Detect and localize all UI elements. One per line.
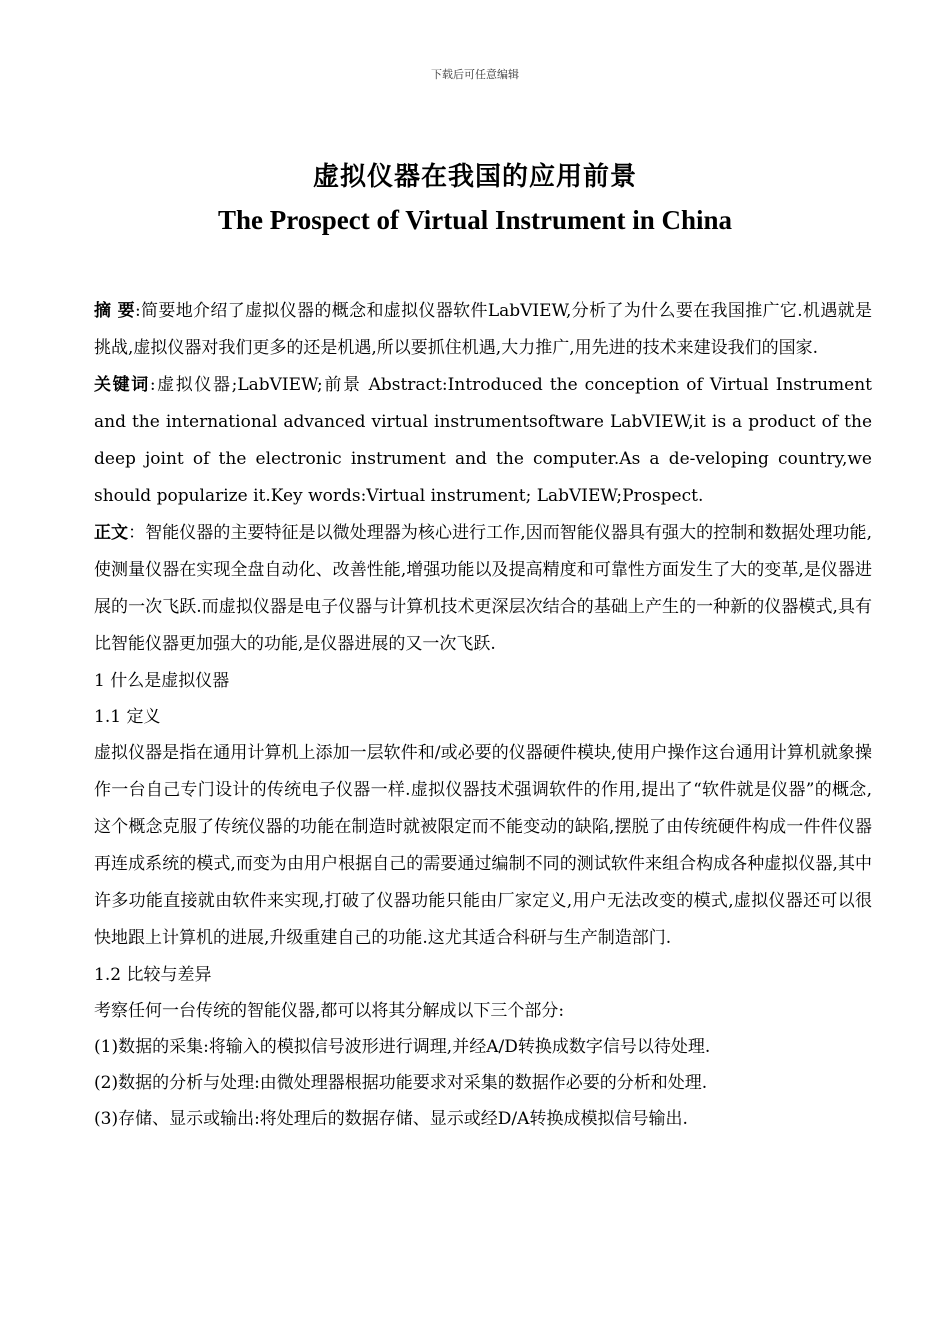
document-body — [94, 293, 872, 1137]
section-1-1-heading: 1.1 定义 — [94, 707, 161, 727]
list-item: (1)数据的采集:将输入的模拟信号波形进行调理,并经A/D转换成数字信号以待处理. — [94, 1037, 711, 1057]
abstract-text: :简要地介绍了虚拟仪器的概念和虚拟仪器软件LabVIEW,分析了为什么要在我国推广它.机遇就是挑战,虚拟仪器对我们更多的还是机遇,所以要抓住机遇,大力推广,用先进的技术来建设我们的国家. — [94, 301, 873, 358]
title-english: The Prospect of Virtual Instrument in China — [217, 205, 733, 235]
section-1-heading: 1 什么是虚拟仪器 — [94, 671, 230, 691]
section-1-2-heading: 1.2 比较与差异 — [94, 965, 212, 985]
title-chinese: 虚拟仪器在我国的应用前景 — [312, 162, 637, 192]
list-item: (3)存储、显示或输出:将处理后的数据存储、显示或经D/A转换成模拟信号输出. — [94, 1109, 688, 1129]
main-text-paragraph — [94, 515, 872, 663]
section-1-2-intro: 考察任何一台传统的智能仪器,都可以将其分解成以下三个部分: — [94, 1001, 565, 1021]
keywords-text: :虚拟仪器;LabVIEW;前景 Abstract:Introduced the conception of Virtual Instrument and the international advanced virtual instrumentsoftware LabVIEW,it is a product of the deep joint of the electronic instrument and the computer.As a de-veloping country,we should popularize it.Key words:Virtual instrument; LabVIEW;Prospect. — [94, 375, 873, 506]
keywords-paragraph — [94, 367, 872, 515]
main-text-label: 正文 — [94, 523, 129, 543]
section-1-1-text: 虚拟仪器是指在通用计算机上添加一层软件和/或必要的仪器硬件模块,使用户操作这台通用计算机就象操作一台自己专门设计的传统电子仪器一样.虚拟仪器技术强调软件的作用,提出了“软件就是仪器”的概念,这个概念克服了传统仪器的功能在制造时就被限定而不能变动的缺陷,摆脱了由传统硬件构成一件件仪器再连成系统的模式,而变为由用户根据自己的需要通过编制不同的测试软件来组合构成各种虚拟仪器,其中许多功能直接就由软件来实现,打破了仪器功能只能由厂家定义,用户无法改变的模式,虚拟仪器还可以很快地跟上计算机的进展,升级重建自己的功能.这尤其适合科研与生产制造部门. — [94, 743, 872, 948]
list-item: (2)数据的分析与处理:由微处理器根据功能要求对采集的数据作必要的分析和处理. — [94, 1073, 708, 1093]
page-header-note: 下载后可任意编辑 — [431, 68, 519, 81]
abstract-paragraph — [94, 293, 872, 367]
main-text-content: ：智能仪器的主要特征是以微处理器为核心进行工作,因而智能仪器具有强大的控制和数据处理功能,使测量仪器在实现全盘自动化、改善性能,增强功能以及提高精度和可靠性方面发生了大的变革,是仪器进展的一次飞跃.而虚拟仪器是电子仪器与计算机技术更深层次结合的基础上产生的一种新的仪器模式,具有比智能仪器更加强大的功能,是仪器进展的又一次飞跃. — [94, 523, 873, 654]
abstract-label: 摘 要 — [94, 301, 135, 321]
keywords-label: 关键词 — [94, 375, 150, 395]
